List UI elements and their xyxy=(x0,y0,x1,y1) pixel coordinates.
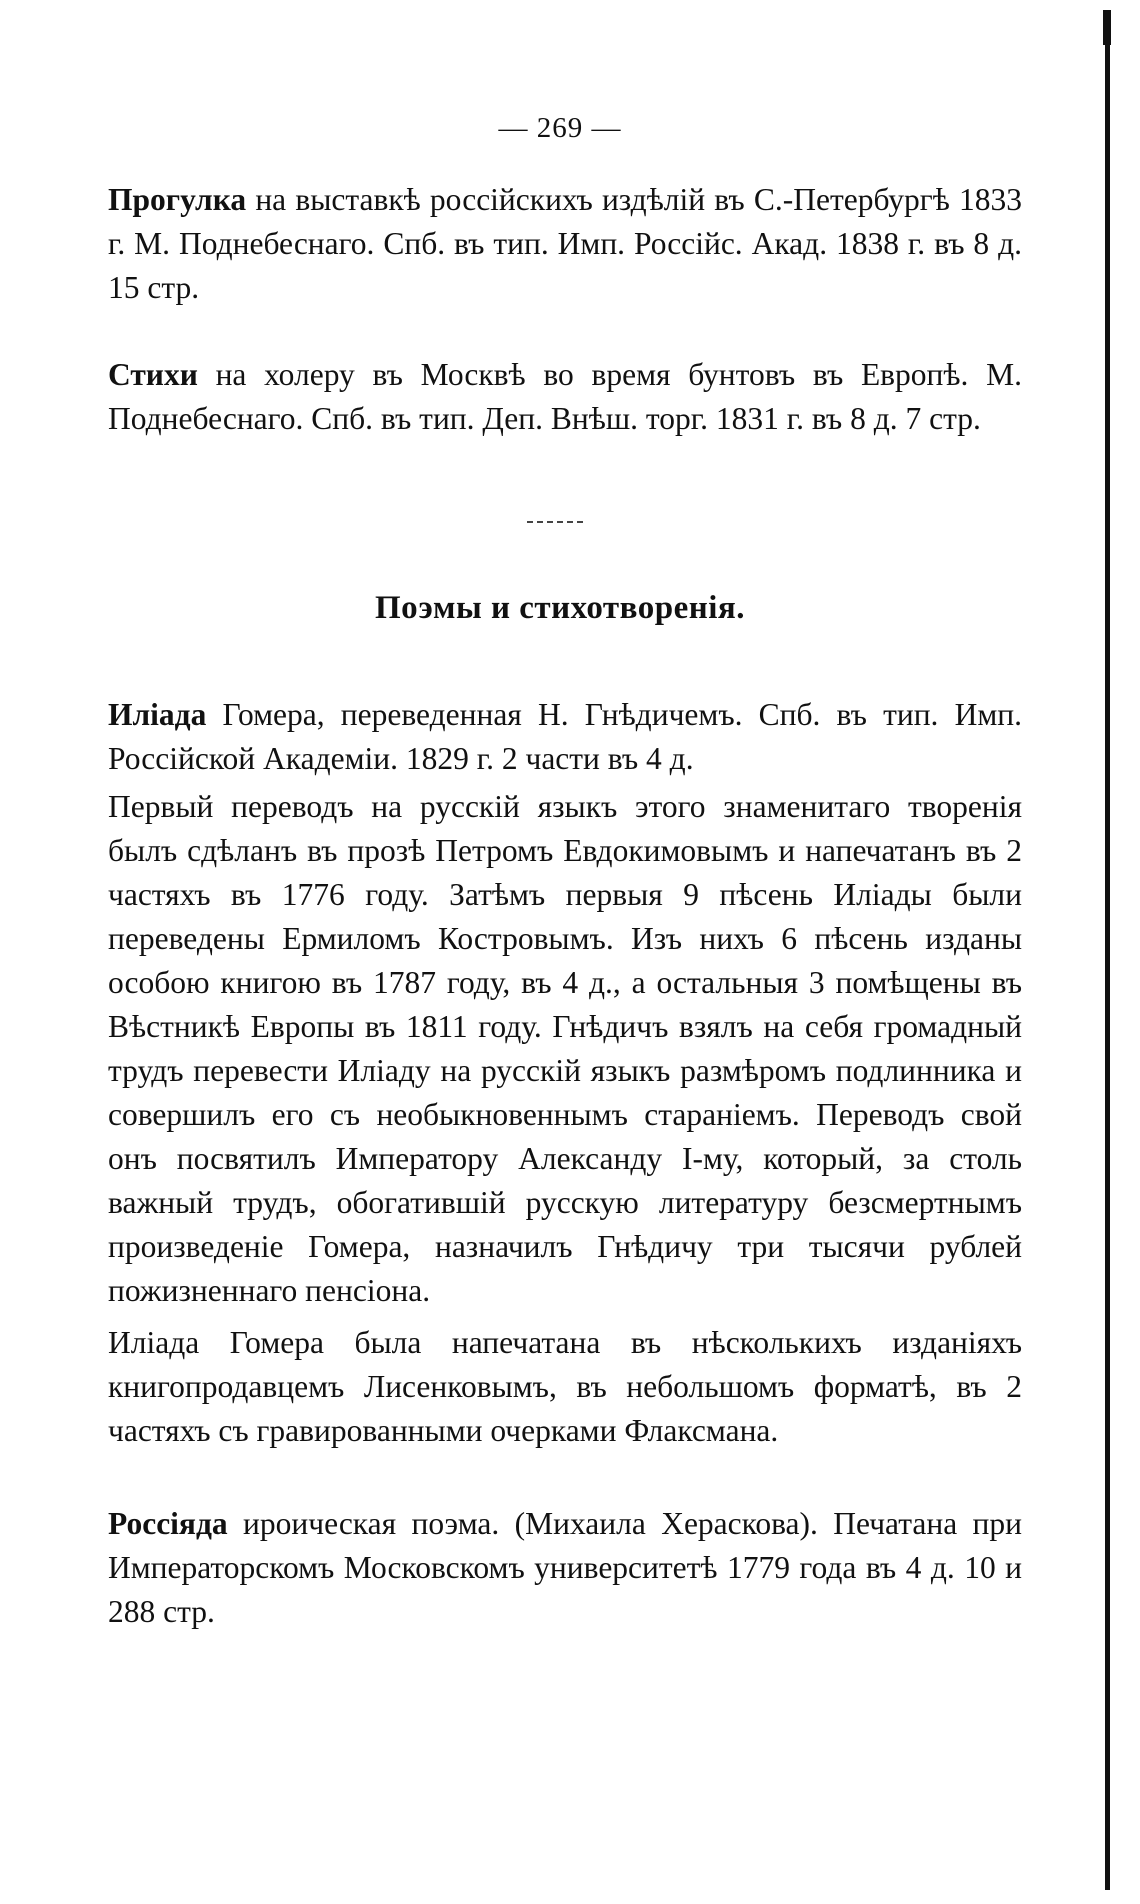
entry-text xyxy=(108,1502,1022,1634)
entry-body: на холеру въ Москвѣ во время бунтовъ въ Европѣ. М. Поднебеснаго. Спб. въ тип. Деп. Внѣш. торг. 1831 г. въ 8 д. 7 стр. xyxy=(108,357,1022,436)
entry-body: Гомера, переведенная Н. Гнѣдичемъ. Спб. въ тип. Имп. Россійской Академіи. 1829 г. 2 части въ 4 д. xyxy=(108,697,1022,776)
entry-body: ироическая поэма. (Михаила Хераскова). Печатана при Императорскомъ Московскомъ университетѣ 1779 года въ 4 д. 10 и 288 стр. xyxy=(108,1506,1022,1629)
entry-lead: Прогулка xyxy=(108,182,247,217)
entry-lead: Иліада xyxy=(108,697,207,732)
section-separator xyxy=(527,521,583,523)
entry-text xyxy=(108,178,1022,310)
entry-lead: Стихи xyxy=(108,357,198,392)
page-number: — 269 — xyxy=(498,112,622,144)
section-title: Поэмы и стихотворенія. xyxy=(374,590,746,626)
commentary-paragraph: Первый переводъ на русскій языкъ этого знаменитаго творенія былъ сдѣланъ въ прозѣ Петромъ Евдокимовымъ и напечатанъ въ 2 частяхъ въ 1776 году. Затѣмъ первыя 9 пѣсень Иліады были переведены Ермиломъ Костровымъ. Изъ нихъ 6 пѣсень изданы особою книгою въ 1787 году, въ 4 д., а остальныя 3 помѣщены въ Вѣстникѣ Европы въ 1811 году. Гнѣдичъ взялъ на себя громадный трудъ перевести Иліаду на русскій языкъ размѣромъ подлинника и совершилъ его съ необыкновеннымъ стараніемъ. Переводъ свой онъ посвятилъ Императору Александу I-му, который, за столь важный трудъ, обогатившій русскую литературу безсмертнымъ произведеніе Гомера, назначилъ Гнѣдичу три тысячи рублей пожизненнаго пенсіона. xyxy=(108,789,1022,1308)
entry-body: на выставкѣ россійскихъ издѣлій въ С.-Петербургѣ 1833 г. М. Поднебеснаго. Спб. въ тип. Имп. Россійс. Акад. 1838 г. въ 8 д. 15 стр. xyxy=(108,182,1022,305)
rossiada-entry xyxy=(108,1502,1022,1634)
page-edge-rule xyxy=(1105,10,1110,1890)
commentary-paragraph: Иліада Гомера была напечатана въ нѣсколькихъ изданіяхъ книгопродавцемъ Лисенковымъ, въ небольшомъ форматѣ, въ 2 частяхъ съ гравированными очерками Флаксмана. xyxy=(108,1325,1022,1448)
bibliography-entry xyxy=(108,353,1022,441)
iliad-entry xyxy=(108,693,1022,1453)
bibliography-entry xyxy=(108,178,1022,310)
entry-text xyxy=(108,693,1022,781)
entry-text xyxy=(108,353,1022,441)
entry-lead: Россіяда xyxy=(108,1506,228,1541)
